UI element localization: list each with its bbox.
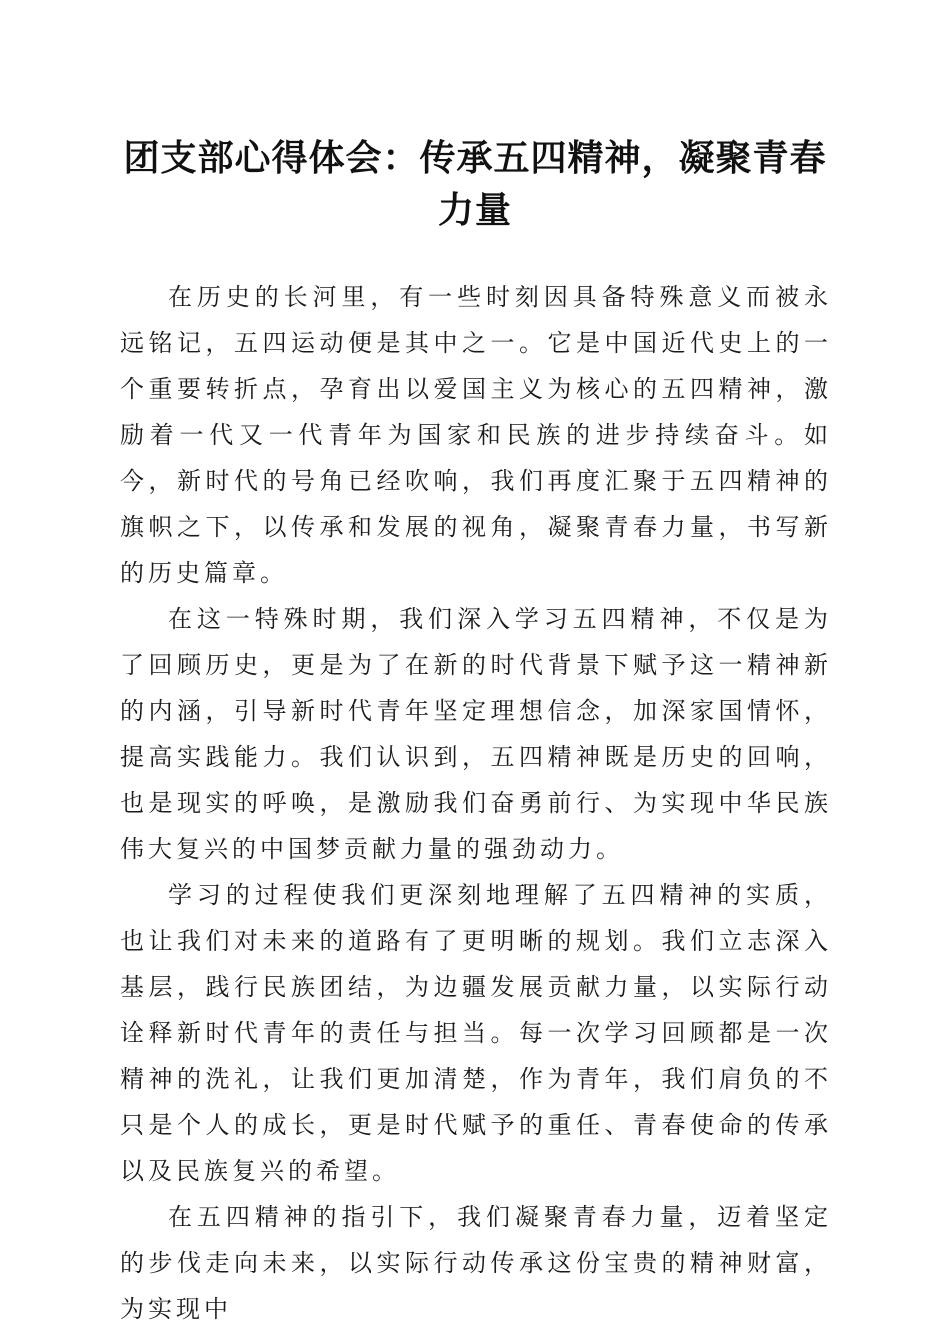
paragraph-3: 学习的过程使我们更深刻地理解了五四精神的实质，也让我们对未来的道路有了更明晰的规划。我们立志深入基层，践行民族团结，为边疆发展贡献力量，以实际行动诠释新时代青年的责任与担当。每一次学习回顾都是一次精神的洗礼，让我们更加清楚，作为青年，我们肩负的不只是个人的成长，更是时代赋予的重任、青春使命的传承以及民族复兴的希望。 — [120, 881, 832, 1185]
paragraph-2: 在这一特殊时期，我们深入学习五四精神，不仅是为了回顾历史，更是为了在新的时代背景下赋予这一精神新的内涵，引导新时代青年坚定理想信念，加深家国情怀，提高实践能力。我们认识到，五四精神既是历史的回响，也是现实的呼唤，是激励我们奋勇前行、为实现中华民族伟大复兴的中国梦贡献力量的强劲动力。 — [120, 605, 832, 863]
paragraph-1: 在历史的长河里，有一些时刻因具备特殊意义而被永远铭记，五四运动便是其中之一。它是中国近代史上的一个重要转折点，孕育出以爱国主义为核心的五四精神，激励着一代又一代青年为国家和民族的进步持续奋斗。如今，新时代的号角已经吹响，我们再度汇聚于五四精神的旗帜之下，以传承和发展的视角，凝聚青春力量，书写新的历史篇章。 — [120, 283, 832, 587]
document-title: 团支部心得体会：传承五四精神，凝聚青春力量 — [123, 137, 827, 231]
document-body — [120, 274, 832, 1332]
paragraph-4: 在五四精神的指引下，我们凝聚青春力量，迈着坚定的步伐走向未来，以实际行动传承这份宝贵的精神财富，为实现中 — [120, 1203, 832, 1323]
